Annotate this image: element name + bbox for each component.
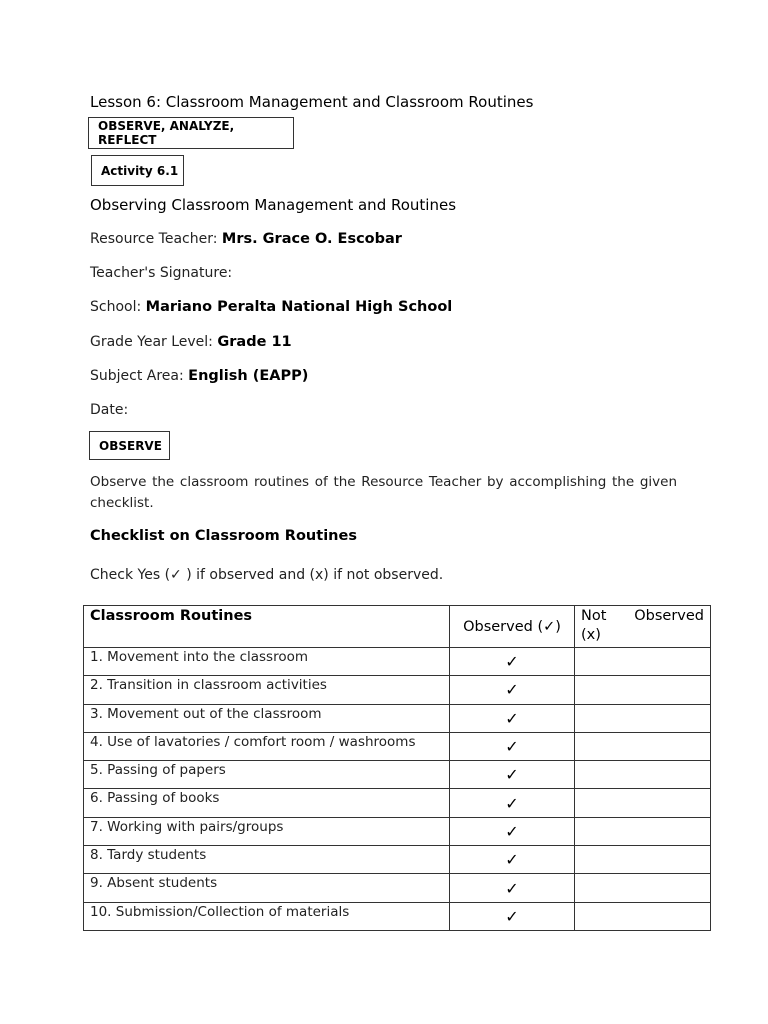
signature-field: [90, 265, 232, 281]
table-row: [84, 902, 711, 930]
observe-analyze-reflect-box: [88, 117, 294, 149]
observed-check-icon: ✓: [450, 817, 575, 845]
observed-check-icon: ✓: [450, 789, 575, 817]
routine-cell: 6. Passing of books: [84, 789, 450, 817]
routine-cell: 9. Absent students: [84, 874, 450, 902]
table-row: [84, 648, 711, 676]
routine-cell: 7. Working with pairs/groups: [84, 817, 450, 845]
subject-field: [90, 368, 308, 384]
routine-cell: 1. Movement into the classroom: [84, 648, 450, 676]
observe-box: [89, 431, 170, 460]
activity-box: [91, 155, 184, 186]
section-subtitle: Observing Classroom Management and Routines: [90, 196, 457, 214]
routine-cell: 3. Movement out of the classroom: [84, 704, 450, 732]
resource-teacher-value: Mrs. Grace O. Escobar: [221, 231, 402, 247]
grade-field: [90, 334, 292, 350]
observed-check-icon: ✓: [450, 874, 575, 902]
observe-label: OBSERVE: [99, 438, 162, 453]
header-routines: Classroom Routines: [84, 606, 450, 648]
table-row: [84, 676, 711, 704]
school-value: Mariano Peralta National High School: [145, 299, 453, 315]
observe-analyze-reflect-label: OBSERVE, ANALYZE, REFLECT: [98, 119, 235, 147]
subject-label: Subject Area:: [90, 368, 189, 384]
school-label: School:: [90, 299, 146, 315]
school-field: [90, 299, 452, 315]
activity-label: Activity 6.1: [101, 163, 179, 178]
observed-check-icon: ✓: [450, 704, 575, 732]
resource-teacher-label: Resource Teacher:: [90, 231, 222, 247]
signature-label: Teacher's Signature:: [90, 265, 233, 281]
table-row: [84, 846, 711, 874]
lesson-title: Lesson 6: Classroom Management and Classroom Routines: [90, 93, 534, 111]
not-observed-cell: [575, 648, 711, 676]
observed-check-icon: ✓: [450, 761, 575, 789]
table-row: [84, 732, 711, 760]
resource-teacher-field: [90, 231, 402, 247]
not-observed-cell: [575, 846, 711, 874]
routine-cell: 8. Tardy students: [84, 846, 450, 874]
not-observed-cell: [575, 676, 711, 704]
observed-check-icon: ✓: [450, 676, 575, 704]
not-observed-cell: [575, 704, 711, 732]
header-observed: Observed (✓): [450, 606, 575, 648]
table-row: [84, 704, 711, 732]
check-instruction: Check Yes (✓ ) if observed and (x) if not observed.: [90, 567, 444, 583]
routine-cell: 10. Submission/Collection of materials: [84, 902, 450, 930]
header-not-observed: Not Observed (x): [575, 606, 711, 648]
table-row: [84, 789, 711, 817]
date-label: Date:: [90, 402, 129, 418]
not-observed-cell: [575, 874, 711, 902]
observed-check-icon: ✓: [450, 846, 575, 874]
checklist-heading: Checklist on Classroom Routines: [90, 528, 357, 544]
table-row: [84, 761, 711, 789]
not-observed-cell: [575, 902, 711, 930]
instructions-paragraph: Observe the classroom routines of the Resource Teacher by accomplishing the given checklist.: [90, 474, 677, 511]
not-observed-cell: [575, 789, 711, 817]
grade-label: Grade Year Level:: [90, 334, 218, 350]
table-row: [84, 817, 711, 845]
subject-value: English (EAPP): [188, 368, 309, 384]
table-header-row: [84, 606, 711, 648]
routine-cell: 4. Use of lavatories / comfort room / washrooms: [84, 732, 450, 760]
table-row: [84, 874, 711, 902]
routine-cell: 5. Passing of papers: [84, 761, 450, 789]
observed-check-icon: ✓: [450, 732, 575, 760]
not-observed-cell: [575, 732, 711, 760]
not-observed-cell: [575, 817, 711, 845]
date-field: [90, 402, 128, 418]
not-observed-cell: [575, 761, 711, 789]
observed-check-icon: ✓: [450, 648, 575, 676]
grade-value: Grade 11: [217, 334, 292, 350]
routine-cell: 2. Transition in classroom activities: [84, 676, 450, 704]
checklist-table: [83, 605, 711, 931]
observed-check-icon: ✓: [450, 902, 575, 930]
